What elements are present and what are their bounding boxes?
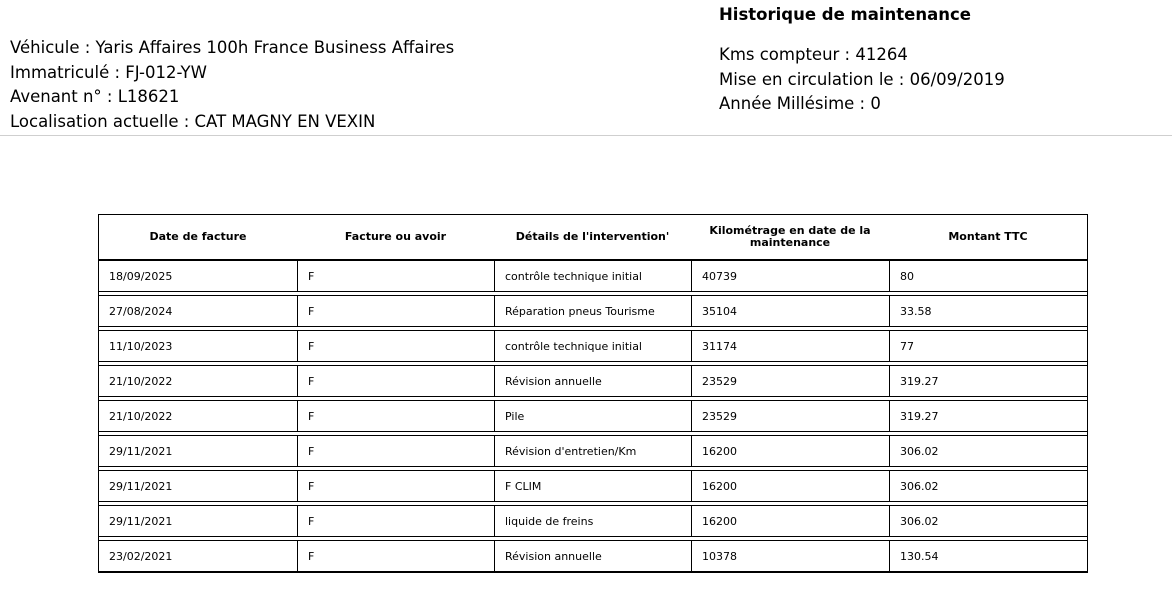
mileage-cell: 40739 (691, 260, 889, 292)
mileage-cell: 16200 (691, 435, 889, 467)
header-divider (0, 135, 1172, 136)
table-row (99, 435, 1087, 467)
table-row (99, 365, 1087, 397)
invoice-type-cell: F (297, 260, 494, 292)
model-year: Année Millésime : 0 (719, 94, 881, 113)
mileage-cell: 23529 (691, 365, 889, 397)
registration-date: Mise en circulation le : 06/09/2019 (719, 69, 1005, 89)
invoice-date-cell: 23/02/2021 (99, 540, 297, 572)
table-header-row (99, 215, 1087, 260)
invoice-date-cell: 21/10/2022 (99, 365, 297, 397)
mileage-cell: 23529 (691, 400, 889, 432)
invoice-type-cell: F (297, 400, 494, 432)
invoice-date-cell: 11/10/2023 (99, 330, 297, 362)
odometer-reading: Kms compteur : 41264 (719, 45, 908, 64)
table-row (99, 470, 1087, 502)
invoice-type-cell: F (297, 435, 494, 467)
mileage-cell: 10378 (691, 540, 889, 572)
intervention-details-cell: Réparation pneus Tourisme (494, 295, 691, 327)
vehicle-registration: Immatriculé : FJ-012-YW (10, 62, 207, 82)
page-title: Historique de maintenance (719, 5, 971, 24)
invoice-date-cell: 29/11/2021 (99, 470, 297, 502)
column-header-invoice-type: Facture ou avoir (297, 215, 494, 260)
invoice-type-cell: F (297, 470, 494, 502)
invoice-date-cell: 29/11/2021 (99, 435, 297, 467)
invoice-date-cell: 21/10/2022 (99, 400, 297, 432)
vehicle-info (10, 36, 454, 134)
mileage-cell: 35104 (691, 295, 889, 327)
amount-cell: 130.54 (889, 540, 1087, 572)
table-row (99, 330, 1087, 362)
invoice-type-cell: F (297, 365, 494, 397)
vehicle-location: Localisation actuelle : CAT MAGNY EN VEXIN (10, 111, 376, 131)
invoice-type-cell: F (297, 330, 494, 362)
amount-cell: 80 (889, 260, 1087, 292)
amount-cell: 306.02 (889, 505, 1087, 537)
vehicle-amendment: Avenant n° : L18621 (10, 87, 180, 106)
mileage-cell: 31174 (691, 330, 889, 362)
intervention-details-cell: contrôle technique initial (494, 260, 691, 292)
table-row (99, 295, 1087, 327)
intervention-details-cell: Révision annuelle (494, 540, 691, 572)
mileage-cell: 16200 (691, 505, 889, 537)
invoice-type-cell: F (297, 540, 494, 572)
intervention-details-cell: contrôle technique initial (494, 330, 691, 362)
column-header-invoice-date: Date de facture (99, 215, 297, 260)
vehicle-model: Véhicule : Yaris Affaires 100h France Business Affaires (10, 38, 455, 57)
amount-cell: 306.02 (889, 435, 1087, 467)
amount-cell: 306.02 (889, 470, 1087, 502)
amount-cell: 319.27 (889, 365, 1087, 397)
table-row (99, 540, 1087, 572)
table-row (99, 400, 1087, 432)
column-header-intervention-details: Détails de l'intervention' (494, 215, 691, 260)
invoice-type-cell: F (297, 295, 494, 327)
invoice-date-cell: 29/11/2021 (99, 505, 297, 537)
invoice-date-cell: 27/08/2024 (99, 295, 297, 327)
amount-cell: 77 (889, 330, 1087, 362)
maintenance-summary (719, 4, 1005, 117)
intervention-details-cell: Révision d'entretien/Km (494, 435, 691, 467)
maintenance-history-table (98, 214, 1088, 573)
intervention-details-cell: liquide de freins (494, 505, 691, 537)
amount-cell: 33.58 (889, 295, 1087, 327)
amount-cell: 319.27 (889, 400, 1087, 432)
column-header-mileage: Kilométrage en date de la maintenance (691, 215, 889, 260)
mileage-cell: 16200 (691, 470, 889, 502)
intervention-details-cell: Pile (494, 400, 691, 432)
column-header-amount: Montant TTC (889, 215, 1087, 260)
invoice-type-cell: F (297, 505, 494, 537)
intervention-details-cell: Révision annuelle (494, 365, 691, 397)
intervention-details-cell: F CLIM (494, 470, 691, 502)
table-row (99, 260, 1087, 292)
table-row (99, 505, 1087, 537)
invoice-date-cell: 18/09/2025 (99, 260, 297, 292)
